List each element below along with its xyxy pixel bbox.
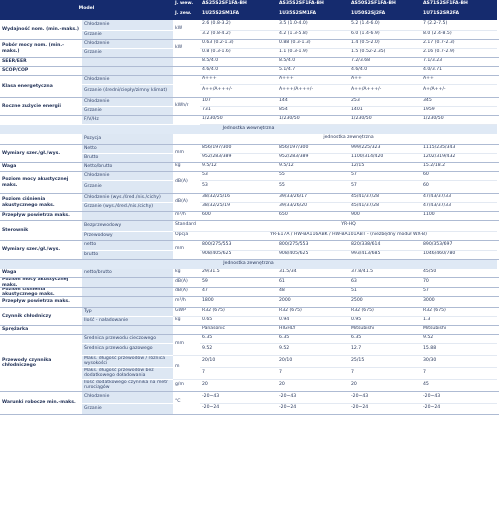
row-value-4: 30/30 xyxy=(421,356,497,368)
row-label: Pobór mocy nom. (min.-maks.) xyxy=(2,43,65,54)
row-separator xyxy=(0,211,499,212)
row-value-4: R32 (675) xyxy=(421,308,497,317)
row-value-3: 2500 xyxy=(349,297,421,308)
row-sublabel: Brutto xyxy=(82,154,173,163)
row-label: Wymiary szer./gł./wys. xyxy=(2,247,61,253)
row-value-3: 1.4 (0.5-2.0) xyxy=(349,40,421,49)
row-value-1: 600 xyxy=(200,212,277,221)
row-value-1: 1800 xyxy=(200,297,277,308)
row-sublabel: Maks. długość przewodów bez dodatkowego doładowania xyxy=(82,368,173,380)
row-unit: kW xyxy=(173,40,200,58)
row-value-2: 856/197/300 xyxy=(277,145,349,154)
row-sublabel: Grzanie xyxy=(82,31,173,40)
row-unit: mm xyxy=(173,145,200,163)
row-sublabel: Netto/brutto xyxy=(82,163,173,172)
row-separator xyxy=(0,171,499,172)
row-value-2: 650 xyxy=(277,212,349,221)
row-value-2: 0.88 (0.3-1.3) xyxy=(277,40,349,49)
row-value-4: 9.52 xyxy=(421,335,497,344)
row-value-2: A+++/A+++/- xyxy=(277,85,349,98)
row-value-1: 53 xyxy=(200,181,277,194)
row-sublabel: Chłodzenie xyxy=(82,172,173,181)
row-value-1: 8.5/4.0 xyxy=(200,58,277,67)
row-value-3: A++ xyxy=(349,76,421,85)
row-value-1: 2.6 (0.8-3.2) xyxy=(200,20,277,31)
row-value-2: 55 xyxy=(277,181,349,194)
model-header: Model xyxy=(0,0,173,20)
row-value-1: 53 xyxy=(200,172,277,181)
row-value-4: 7 (2.2-7.5) xyxy=(421,20,497,31)
row-unit: Opcja xyxy=(173,232,200,241)
row-sublabel: Chłodzenie xyxy=(82,20,173,31)
row-label: Poziom mocy akustycznej maks. xyxy=(2,277,69,288)
row-value-3: 6.0 (1.4-6.9) xyxy=(349,31,421,40)
row-sublabel: Pozycja xyxy=(82,134,173,145)
row-value-3: 4.6/4.0 xyxy=(349,67,421,76)
outdoor-unit-label: J. zew. xyxy=(173,9,200,20)
row-sublabel: Chłodzenie xyxy=(82,98,173,107)
row-value-4: 2.16 (0.7-2.9) xyxy=(421,49,497,58)
row-value-3: 820/338/614 xyxy=(349,241,421,251)
row-value-4: -20~24 xyxy=(421,404,497,415)
row-separator xyxy=(0,97,499,98)
row-value-3: 45/41/37/28 xyxy=(349,203,421,212)
row-value-3: 993/413/685 xyxy=(349,251,421,260)
row-value-2: 20 xyxy=(277,380,349,392)
row-value-4: 60 xyxy=(421,172,497,181)
row-label: Poziom mocy akustycznej maks. xyxy=(2,177,69,188)
row-value-2: 20/10 xyxy=(277,356,349,368)
row-value-3: 20 xyxy=(349,380,421,392)
row-value-4: 15.88 xyxy=(421,344,497,356)
row-label: SEER/EER xyxy=(2,59,27,65)
row-value-4: 47/43/37/33 xyxy=(421,194,497,203)
row-unit: m³/h xyxy=(173,297,200,308)
row-separator xyxy=(0,75,499,76)
row-label: Roczne zużycie energii xyxy=(2,103,61,109)
row-value-4: 1202/319/432 xyxy=(421,154,497,163)
row-value-2: 3.5 (1.0-4.0) xyxy=(277,20,349,31)
row-separator xyxy=(0,259,499,260)
row-value-1: 3.2 (0.8-4.2) xyxy=(200,31,277,40)
row-value-2: 7 xyxy=(277,368,349,380)
row-value-2: 952/283/389 xyxy=(277,154,349,163)
row-value-1: Panasonic xyxy=(200,326,277,335)
row-sublabel: Chłodzenie xyxy=(82,76,173,85)
row-value-4: 1.3 xyxy=(421,317,497,326)
row-value-4: 60 xyxy=(421,181,497,194)
row-unit: dB(A) xyxy=(173,194,200,212)
row-unit: °C xyxy=(173,392,200,415)
row-span-value: YR-HQ xyxy=(200,221,497,232)
row-value-3: 45/41/37/28 xyxy=(349,194,421,203)
row-sublabel: Średnica przewodu gazowego xyxy=(82,344,173,356)
row-separator xyxy=(0,115,499,116)
row-label: Sterownik xyxy=(2,227,29,233)
row-separator xyxy=(0,391,499,392)
row-value-1: 9.5/12 xyxy=(200,163,277,172)
row-value-4: 1046/460/780 xyxy=(421,251,497,260)
row-value-4: 890/353/697 xyxy=(421,241,497,251)
row-value-2: 800/275/553 xyxy=(277,241,349,251)
row-value-2: R32 (675) xyxy=(277,308,349,317)
row-separator xyxy=(0,66,499,67)
row-value-1: 6.35 xyxy=(200,335,277,344)
row-sublabel: Chłodzenie xyxy=(82,392,173,404)
outdoor-model-1: 1U25S2SM1FA xyxy=(200,9,277,20)
row-label: Przepływ powietrza maks. xyxy=(2,299,70,305)
row-value-4: 45 xyxy=(421,380,497,392)
row-value-1: 38/32/25/16 xyxy=(200,194,277,203)
row-value-2: 908/405/625 xyxy=(277,251,349,260)
row-sublabel: Bezprzewodowy xyxy=(82,221,173,232)
row-value-1: 38/32/25/19 xyxy=(200,203,277,212)
row-value-4: A++ xyxy=(421,76,497,85)
row-value-4: 345 xyxy=(421,98,497,107)
row-value-1: 20/10 xyxy=(200,356,277,368)
row-value-4: 1959 xyxy=(421,107,497,116)
row-value-1: A+++ xyxy=(200,76,277,85)
row-value-4: 1115/235/343 xyxy=(421,145,497,154)
row-value-2: 4.2 (1.3-5.8) xyxy=(277,31,349,40)
row-value-2: HIGHLY xyxy=(277,326,349,335)
row-value-3: 25/15 xyxy=(349,356,421,368)
row-value-2: 9.5/12 xyxy=(277,163,349,172)
row-value-2: 9.52 xyxy=(277,344,349,356)
indoor-model-3: AS50S2SF1FA-BH xyxy=(349,0,421,9)
row-value-1: -20~43 xyxy=(200,392,277,404)
row-value-2: 8.5/4.0 xyxy=(277,58,349,67)
row-separator xyxy=(0,296,499,297)
row-separator xyxy=(0,193,499,194)
row-value-1: 7 xyxy=(200,368,277,380)
section-indoor: Jednostka wewnętrzna xyxy=(0,125,497,134)
row-separator xyxy=(0,144,499,145)
row-separator xyxy=(0,307,499,308)
row-sublabel: Ilość dodatkowego czynnika na metr rurociągów xyxy=(82,380,173,392)
row-value-1: 107 xyxy=(200,98,277,107)
row-label: Przewody czynnika chłodniczego xyxy=(2,357,52,368)
row-sublabel: netto xyxy=(82,241,173,251)
row-value-2: 0.94 xyxy=(277,317,349,326)
row-value-3: 37.8/41.5 xyxy=(349,269,421,278)
row-unit: Standard xyxy=(173,221,200,232)
row-sublabel: Przewodowy xyxy=(82,232,173,241)
row-value-3: 1.5 (0.52-2.35) xyxy=(349,49,421,58)
row-value-3: 12.7 xyxy=(349,344,421,356)
row-value-3: 253 xyxy=(349,98,421,107)
row-value-1: 908/405/625 xyxy=(200,251,277,260)
row-separator xyxy=(0,287,499,288)
row-value-2: 854 xyxy=(277,107,349,116)
row-value-2: 5.1/4.7 xyxy=(277,67,349,76)
row-value-4: A+/A++/- xyxy=(421,85,497,98)
row-value-3: 1/230/50 xyxy=(349,116,421,125)
row-separator xyxy=(0,414,499,415)
row-value-1: 0.63 (0.2-1.3) xyxy=(200,40,277,49)
row-span-value: jednostka zewnętrzna xyxy=(200,134,497,145)
row-sublabel: Maks. długość przewodów / różnica wysokości xyxy=(82,356,173,368)
row-value-1: 20 xyxy=(200,380,277,392)
row-value-4: 47/43/37/33 xyxy=(421,203,497,212)
row-value-1: 59 xyxy=(200,278,277,288)
row-value-3: 12/15 xyxy=(349,163,421,172)
row-separator xyxy=(0,277,499,278)
row-value-1: 0.8 (0.3-1.6) xyxy=(200,49,277,58)
row-unit: kWh/r xyxy=(173,98,200,116)
row-value-1: 731 xyxy=(200,107,277,116)
row-unit: mm xyxy=(173,335,200,356)
indoor-model-2: AS35S2SF1FA-BH xyxy=(277,0,349,9)
row-value-3: 57 xyxy=(349,181,421,194)
row-value-3: 0.95 xyxy=(349,317,421,326)
row-sublabel: Chłodzenie (wys./śred./nis./cichy) xyxy=(82,194,173,203)
row-value-2: A+++ xyxy=(277,76,349,85)
row-unit: dB(A) xyxy=(173,172,200,194)
row-value-1: 9.52 xyxy=(200,344,277,356)
row-value-3: 51 xyxy=(349,288,421,297)
row-value-3: 63 xyxy=(349,278,421,288)
row-value-3: A++/A+++/- xyxy=(349,85,421,98)
row-value-1: 0.65 xyxy=(200,317,277,326)
row-separator xyxy=(0,220,499,221)
row-value-2: 39/33/26/17 xyxy=(277,194,349,203)
row-label: SCOP/COP xyxy=(2,68,29,74)
row-unit: m³/h xyxy=(173,212,200,221)
row-value-4: 57 xyxy=(421,288,497,297)
row-value-4: Mitsubishi xyxy=(421,326,497,335)
row-value-2: 1/230/50 xyxy=(277,116,349,125)
outdoor-model-2: 1U35S2SM1FA xyxy=(277,9,349,20)
row-unit: kg xyxy=(173,317,200,326)
row-value-1: 856/197/300 xyxy=(200,145,277,154)
row-unit: mm xyxy=(173,241,200,260)
row-separator xyxy=(0,57,499,58)
row-value-2: 31.5/34 xyxy=(277,269,349,278)
indoor-model-4: AS71S2SF1FA-BH xyxy=(421,0,497,9)
row-value-1: 4.6/4.0 xyxy=(200,67,277,76)
row-label: Poziom ciśnienia akustycznego maks. xyxy=(2,287,55,297)
row-value-2: 6.35 xyxy=(277,335,349,344)
row-value-2: -20~43 xyxy=(277,392,349,404)
row-sublabel: Typ xyxy=(82,308,173,317)
row-value-2: 2000 xyxy=(277,297,349,308)
row-label: Waga xyxy=(2,164,17,170)
row-label: Przepływ powietrza maks. xyxy=(2,213,70,219)
row-label: Wymiary szer./gł./wys. xyxy=(2,150,61,156)
row-unit: dB(A) xyxy=(173,278,200,288)
row-unit: m xyxy=(173,356,200,380)
indoor-model-1: AS25S2SF1FA-BH xyxy=(200,0,277,9)
row-value-3: Mitsubishi xyxy=(349,326,421,335)
row-value-3: 6.35 xyxy=(349,335,421,344)
row-value-3: 1100/314/420 xyxy=(349,154,421,163)
row-value-3: R32 (675) xyxy=(349,308,421,317)
row-value-4: 1/230/50 xyxy=(421,116,497,125)
row-separator xyxy=(0,240,499,241)
row-sublabel: brutto xyxy=(82,251,173,260)
row-value-2: 1.1 (0.3-1.9) xyxy=(277,49,349,58)
row-value-1: -20~24 xyxy=(200,404,277,415)
row-label: Sprężarka xyxy=(2,327,29,333)
row-value-2: 48 xyxy=(277,288,349,297)
indoor-unit-label: J. wew. xyxy=(173,0,200,9)
section-outdoor: Jednostka zewnętrzna xyxy=(0,260,497,269)
row-value-2: 55 xyxy=(277,172,349,181)
row-value-1: 47 xyxy=(200,288,277,297)
row-sublabel: Chłodzenie xyxy=(82,40,173,49)
row-sublabel: Średnica przewodu cieczowego xyxy=(82,335,173,344)
row-value-4: 2.17 (0.7-2.3) xyxy=(421,40,497,49)
row-value-3: -20~43 xyxy=(349,392,421,404)
row-sublabel: Netto xyxy=(82,145,173,154)
row-sublabel: Grzanie xyxy=(82,181,173,194)
row-value-3: 7.2/3.68 xyxy=(349,58,421,67)
row-sublabel: Grzanie xyxy=(82,107,173,116)
row-value-4: 7 xyxy=(421,368,497,380)
row-unit: g/m xyxy=(173,380,200,392)
row-value-4: -20~43 xyxy=(421,392,497,404)
row-value-4: 8.0 (2.4-8.5) xyxy=(421,31,497,40)
row-separator xyxy=(0,39,499,40)
row-value-3: 7 xyxy=(349,368,421,380)
row-label: Poziom ciśnienia akustycznego maks. xyxy=(2,197,55,208)
row-value-2: 39/33/26/20 xyxy=(277,203,349,212)
row-value-1: 29/31.5 xyxy=(200,269,277,278)
row-separator xyxy=(0,325,499,326)
outdoor-model-4: 1U71S2SR2FA xyxy=(421,9,497,20)
row-value-2: 144 xyxy=(277,98,349,107)
row-value-4: 15.2/18.2 xyxy=(421,163,497,172)
row-label: Klasa energetyczna xyxy=(2,83,53,89)
row-value-4: 3000 xyxy=(421,297,497,308)
row-span-value: YR-E17A / HW-BA116ABK / HW-BA101ABT - (niezbędny moduł WX-B) xyxy=(200,232,497,241)
row-sublabel: F/V/Hz xyxy=(82,116,173,125)
row-value-1: 800/275/553 xyxy=(200,241,277,251)
row-separator xyxy=(0,334,499,335)
row-value-2: -20~24 xyxy=(277,404,349,415)
row-unit: kg xyxy=(173,163,200,172)
row-unit: dB(A) xyxy=(173,288,200,297)
row-value-1: R32 (675) xyxy=(200,308,277,317)
row-value-3: 999/225/323 xyxy=(349,145,421,154)
row-value-4: 4.0/3.71 xyxy=(421,67,497,76)
row-value-1: 1/230/50 xyxy=(200,116,277,125)
row-value-3: 900 xyxy=(349,212,421,221)
outdoor-model-3: 1U50S2SJ2FA xyxy=(349,9,421,20)
row-value-1: A++/A+++/- xyxy=(200,85,277,98)
row-value-4: 70 xyxy=(421,278,497,288)
row-label: Warunki robocze min.-maks. xyxy=(2,400,76,406)
row-value-4: 7.1/3.23 xyxy=(421,58,497,67)
row-value-1: 952/283/389 xyxy=(200,154,277,163)
row-unit: kg xyxy=(173,269,200,278)
row-unit: GWP xyxy=(173,308,200,317)
row-value-3: 5.2 (1.4-6.0) xyxy=(349,20,421,31)
row-value-2: 61 xyxy=(277,278,349,288)
row-sublabel: Grzanie xyxy=(82,49,173,58)
row-value-3: -20~24 xyxy=(349,404,421,415)
row-value-3: 1401 xyxy=(349,107,421,116)
row-unit: kW xyxy=(173,20,200,40)
row-value-4: 1100 xyxy=(421,212,497,221)
row-sublabel: Grzanie (wys./śred./nis./cichy) xyxy=(82,203,173,212)
row-separator xyxy=(0,162,499,163)
row-sublabel: Grzanie (średni/ciepły/zimny klimat) xyxy=(82,85,173,98)
row-sublabel: Ilość - naładowanie xyxy=(82,317,173,326)
row-sublabel: netto/brutto xyxy=(82,269,173,278)
row-value-3: 57 xyxy=(349,172,421,181)
row-sublabel: Grzanie xyxy=(82,404,173,415)
row-label: Wydajność nom. (min.-maks.) xyxy=(2,26,79,32)
row-label: Waga xyxy=(2,270,17,276)
row-label: Czynnik chłodniczy xyxy=(2,313,52,319)
row-value-4: 45/50 xyxy=(421,269,497,278)
